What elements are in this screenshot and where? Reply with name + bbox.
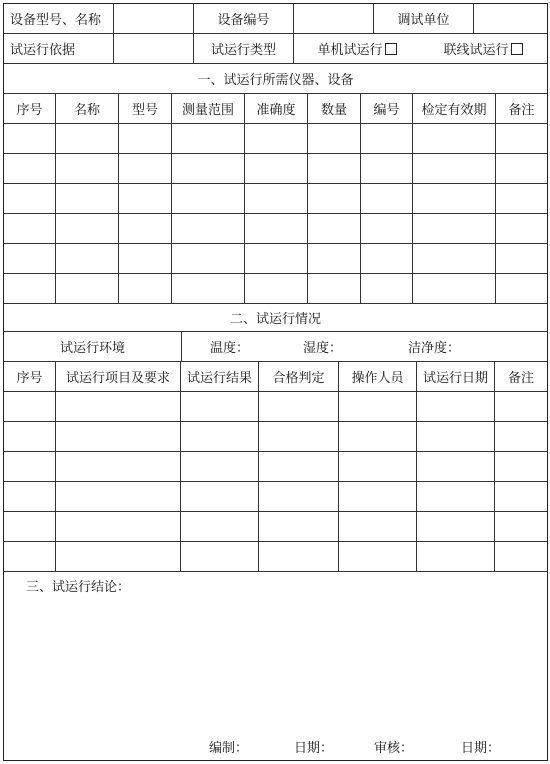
s1-cell[interactable]	[413, 244, 496, 273]
s1-cell[interactable]	[361, 274, 413, 303]
s2-cell[interactable]	[339, 422, 417, 451]
s2-cell[interactable]	[4, 422, 56, 451]
s1-col-header: 备注	[508, 103, 535, 118]
s1-cell[interactable]	[4, 124, 56, 153]
commissioning-unit-value[interactable]	[474, 4, 546, 33]
s1-cell[interactable]	[119, 184, 172, 213]
s1-cell[interactable]	[245, 154, 308, 183]
device-model-label: 设备型号、名称	[4, 4, 114, 33]
s1-cell[interactable]	[361, 214, 413, 243]
s2-cell[interactable]	[181, 452, 259, 481]
s1-cell[interactable]	[308, 184, 361, 213]
table-row	[4, 214, 547, 244]
table-row	[4, 184, 547, 214]
device-number-value[interactable]	[294, 4, 374, 33]
s1-cell[interactable]	[308, 124, 361, 153]
s1-cell[interactable]	[413, 274, 496, 303]
trial-type-options	[294, 34, 546, 63]
section3-title: 三、试运行结论：	[26, 580, 131, 595]
device-model-value[interactable]	[114, 4, 194, 33]
s1-cell[interactable]	[172, 274, 245, 303]
s1-cell[interactable]	[413, 154, 496, 183]
s1-cell[interactable]	[4, 214, 56, 243]
s2-cell[interactable]	[259, 422, 339, 451]
s1-cell[interactable]	[245, 214, 308, 243]
s2-cell[interactable]	[417, 422, 495, 451]
s2-cell[interactable]	[417, 452, 495, 481]
s1-cell[interactable]	[56, 214, 119, 243]
header-row-2	[4, 34, 547, 64]
s2-cell[interactable]	[259, 512, 339, 541]
s1-col-header: 准确度	[245, 94, 308, 123]
s1-cell[interactable]	[119, 124, 172, 153]
s1-cell[interactable]	[245, 184, 308, 213]
s2-cell[interactable]	[56, 512, 181, 541]
header-row-1	[4, 4, 547, 34]
s1-cell[interactable]	[119, 244, 172, 273]
s1-cell[interactable]	[413, 184, 496, 213]
s1-cell[interactable]	[56, 244, 119, 273]
s2-cell[interactable]	[4, 542, 56, 571]
single-trial-checkbox[interactable]	[385, 43, 397, 55]
table-row	[4, 452, 547, 482]
s2-cell[interactable]	[495, 452, 547, 481]
s2-cell[interactable]	[495, 422, 547, 451]
environment-label: 试运行环境	[4, 332, 182, 361]
s2-cell[interactable]	[56, 542, 181, 571]
temperature-label: 温度：	[210, 341, 250, 356]
table-row	[4, 124, 547, 154]
s2-col-header: 试运行结果	[181, 362, 259, 391]
table-row	[4, 422, 547, 452]
section1-title: 一、试运行所需仪器、设备	[197, 73, 354, 88]
s2-cell[interactable]	[259, 482, 339, 511]
s1-cell[interactable]	[496, 124, 547, 153]
trial-type-label: 试运行类型	[194, 34, 294, 63]
s2-cell[interactable]	[495, 512, 547, 541]
single-trial-option[interactable]: 单机试运行	[317, 39, 396, 58]
date1-label: 日期：	[294, 741, 334, 756]
s1-col-header: 名称	[56, 94, 119, 123]
s1-cell[interactable]	[172, 214, 245, 243]
s2-cell[interactable]	[495, 542, 547, 571]
s1-cell[interactable]	[172, 244, 245, 273]
s2-cell[interactable]	[339, 482, 417, 511]
s1-cell[interactable]	[413, 124, 496, 153]
s2-cell[interactable]	[181, 422, 259, 451]
s1-cell[interactable]	[496, 184, 547, 213]
s1-cell[interactable]	[413, 214, 496, 243]
s1-cell[interactable]	[308, 274, 361, 303]
table-row	[4, 482, 547, 512]
s1-cell[interactable]	[56, 154, 119, 183]
s2-cell[interactable]	[4, 452, 56, 481]
s2-cell[interactable]	[339, 452, 417, 481]
linked-trial-checkbox[interactable]	[511, 43, 523, 55]
device-number-label: 设备编号	[194, 4, 294, 33]
s2-cell[interactable]	[339, 512, 417, 541]
table-row	[4, 512, 547, 542]
s2-cell[interactable]	[495, 392, 547, 421]
linked-trial-option[interactable]: 联线试运行	[443, 39, 522, 58]
s1-col-header: 序号	[4, 94, 56, 123]
s1-cell[interactable]	[496, 274, 547, 303]
s2-col-header: 序号	[4, 362, 56, 391]
table-row	[4, 392, 547, 422]
s1-cell[interactable]	[496, 214, 547, 243]
s1-cell[interactable]	[56, 184, 119, 213]
s2-cell[interactable]	[259, 452, 339, 481]
s2-col-header: 试运行日期	[417, 362, 495, 391]
s1-header-row	[4, 94, 547, 124]
s2-cell[interactable]	[417, 392, 495, 421]
s1-cell[interactable]	[172, 184, 245, 213]
s1-cell[interactable]	[172, 154, 245, 183]
s1-cell[interactable]	[4, 154, 56, 183]
section2-title: 二、试运行情况	[229, 312, 321, 327]
environment-values	[182, 332, 547, 361]
s1-cell[interactable]	[245, 244, 308, 273]
humidity-label: 湿度：	[303, 341, 343, 356]
s1-cell[interactable]	[119, 274, 172, 303]
s1-cell[interactable]	[119, 154, 172, 183]
s1-cell[interactable]	[496, 244, 547, 273]
s2-cell[interactable]	[417, 542, 495, 571]
section1-title-row	[4, 64, 547, 94]
table-row	[4, 154, 547, 184]
s2-cell[interactable]	[4, 512, 56, 541]
cleanliness-label: 洁净度：	[408, 341, 461, 356]
s1-cell[interactable]	[361, 124, 413, 153]
s2-cell[interactable]	[181, 542, 259, 571]
s2-cell[interactable]	[181, 512, 259, 541]
s2-cell[interactable]	[181, 392, 259, 421]
s1-cell[interactable]	[245, 124, 308, 153]
environment-row	[4, 332, 547, 362]
s1-cell[interactable]	[4, 244, 56, 273]
trial-run-form	[3, 3, 548, 761]
s2-col-header: 备注	[507, 371, 534, 386]
table-row	[4, 274, 547, 304]
s2-cell[interactable]	[56, 392, 181, 421]
trial-basis-label: 试运行依据	[4, 34, 114, 63]
s2-cell[interactable]	[339, 392, 417, 421]
reviewed-label: 审核：	[374, 741, 414, 756]
s1-cell[interactable]	[56, 274, 119, 303]
trial-basis-value[interactable]	[114, 34, 194, 63]
s2-cell[interactable]	[56, 452, 181, 481]
s2-cell[interactable]	[259, 542, 339, 571]
s1-col-header: 型号	[119, 94, 172, 123]
s2-cell[interactable]	[495, 482, 547, 511]
table-row	[4, 542, 547, 572]
s2-cell[interactable]	[417, 512, 495, 541]
s1-cell[interactable]	[308, 244, 361, 273]
s1-cell[interactable]	[361, 184, 413, 213]
section2-title-row	[4, 304, 547, 332]
prepared-label: 编制：	[209, 741, 249, 756]
s2-cell[interactable]	[56, 422, 181, 451]
s2-header-row	[4, 362, 547, 392]
s2-cell[interactable]	[181, 482, 259, 511]
s2-col-header: 合格判定	[259, 362, 339, 391]
s1-col-header: 检定有效期	[413, 94, 496, 123]
s2-cell[interactable]	[417, 482, 495, 511]
s1-cell[interactable]	[361, 154, 413, 183]
commissioning-unit-label: 调试单位	[374, 4, 474, 33]
s1-col-header: 编号	[361, 94, 413, 123]
s1-col-header: 测量范围	[172, 94, 245, 123]
s2-cell[interactable]	[339, 542, 417, 571]
s1-cell[interactable]	[245, 274, 308, 303]
s1-cell[interactable]	[172, 124, 245, 153]
s2-cell[interactable]	[4, 482, 56, 511]
s1-cell[interactable]	[308, 154, 361, 183]
s2-col-header: 试运行项目及要求	[56, 362, 181, 391]
table-row	[4, 244, 547, 274]
s2-cell[interactable]	[4, 392, 56, 421]
s1-cell[interactable]	[361, 244, 413, 273]
date2-label: 日期：	[461, 741, 501, 756]
s1-cell[interactable]	[4, 274, 56, 303]
s1-cell[interactable]	[4, 184, 56, 213]
s1-cell[interactable]	[56, 124, 119, 153]
s2-cell[interactable]	[56, 482, 181, 511]
s2-cell[interactable]	[259, 392, 339, 421]
s2-col-header: 操作人员	[339, 362, 417, 391]
s1-cell[interactable]	[308, 214, 361, 243]
s1-cell[interactable]	[119, 214, 172, 243]
s1-cell[interactable]	[496, 154, 547, 183]
s1-col-header: 数量	[308, 94, 361, 123]
